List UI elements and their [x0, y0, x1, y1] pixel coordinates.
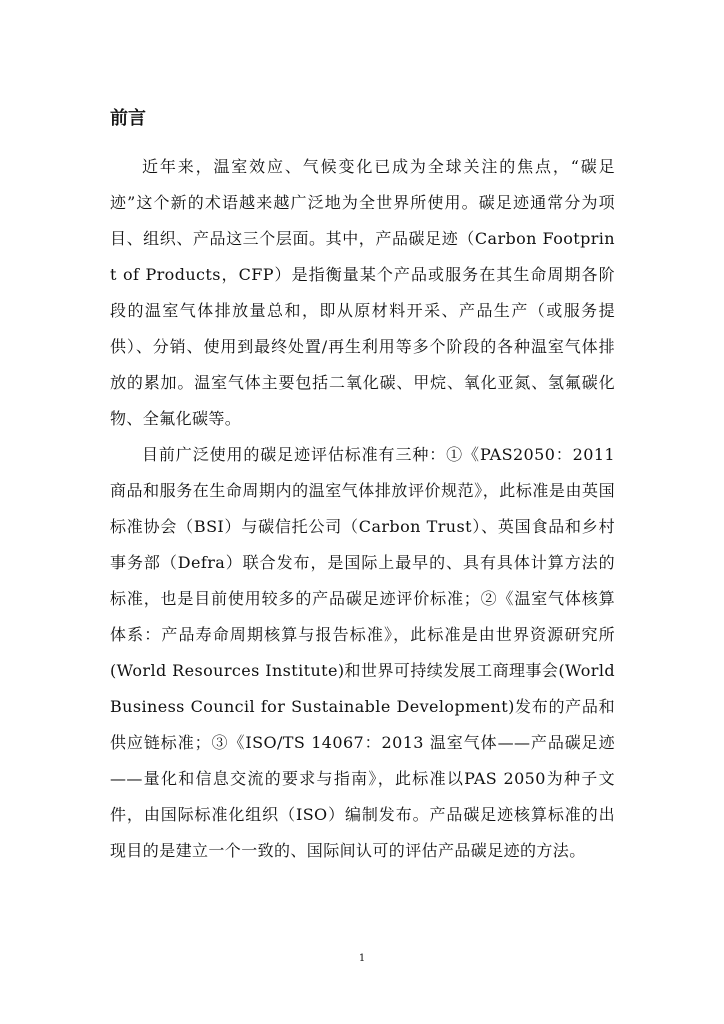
page-title: 前言 [110, 108, 146, 129]
paragraph-standards: 目前广泛使用的碳足迹评估标准有三种：①《PAS2050：2011商品和服务在生命周期内的温室气体排放评价规范》，此标准是由英国标准协会（BSI）与碳信托公司（Carbon Trust）、英国食品和乡村事务部（Defra）联合发布，是国际上最早的、具有具体计算方法的标准，也是目前使用较多的产品碳足迹评价标准；②《温室气体核算体系：产品寿命周期核算与报告标准》，此标准是由世界资源研究所(World Resources Institute)和世界可持续发展工商理事会(World Business Council for Sustainable Development)发布的产品和供应链标准；③《ISO/TS 14067：2013 温室气体——产品碳足迹——量化和信息交流的要求与指南》，此标准以PAS 2050为种子文件，由国际标准化组织（ISO）编制发布。产品碳足迹核算标准的出现目的是建立一个一致的、国际间认可的评估产品碳足迹的方法。 [110, 445, 615, 860]
page-number: 1 [358, 953, 366, 964]
document-body [110, 149, 615, 869]
paragraph-intro: 近年来，温室效应、气候变化已成为全球关注的焦点，“碳足迹”这个新的术语越来越广泛地为全世界所使用。碳足迹通常分为项目、组织、产品这三个层面。其中，产品碳足迹（Carbon Footprint of Products，CFP）是指衡量某个产品或服务在其生命周期各阶段的温室气体排放量总和，即从原材料开采、产品生产（或服务提供）、分销、使用到最终处置/再生利用等多个阶段的各种温室气体排放的累加。温室气体主要包括二氧化碳、甲烷、氧化亚氮、氢氟碳化物、全氟化碳等。 [110, 157, 615, 428]
